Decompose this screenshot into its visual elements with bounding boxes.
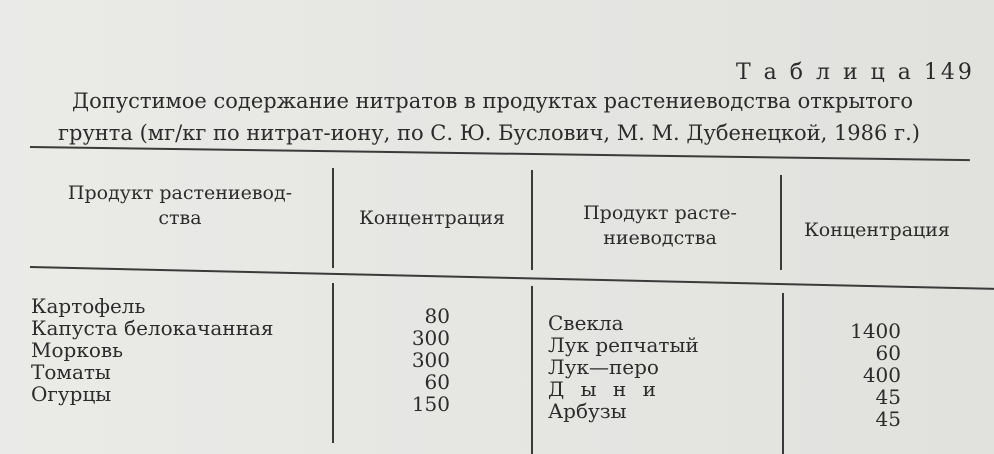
header-concentration-right: Концентрация [804,219,950,241]
table-column-divider [332,283,334,443]
right-product-list [548,312,699,422]
table-top-rule [30,146,970,161]
table-cell-product: Д ы н и [548,377,661,401]
header-concentration-left: Концентрация [359,207,505,229]
table-cell-value: 1400 [850,319,901,343]
table-cell-product: Лук—перо [548,355,659,379]
table-cell-value: 150 [411,392,450,416]
header-product-left: Продукт растениевод- ства [67,182,293,229]
table-column-divider [531,286,533,454]
left-product-list [31,295,273,405]
table-cell-product: Томаты [31,360,111,384]
table-header-rule [30,266,994,290]
table-cell-product: Огурцы [31,382,112,406]
table-cell-product: Картофель [31,294,146,318]
table-cell-product: Капуста белокачанная [31,316,274,340]
table-cell-value: 300 [411,348,450,372]
table-column-divider [780,175,782,270]
table-cell-product: Морковь [31,338,124,362]
table-cell-value: 400 [862,363,901,387]
table-caption-line-1: Допустимое содержание нитратов в продуктах растениеводства открытого [72,89,914,113]
table-column-divider [332,168,334,268]
table-cell-value: 60 [875,341,901,365]
right-concentration-list [835,320,901,430]
table-cell-product: Свекла [548,311,624,335]
table-cell-product: Лук репчатый [548,333,699,357]
table-label: Т а б л и ц а 149 [736,60,975,85]
table-cell-value: 300 [411,326,450,350]
header-product-right: Продукт расте- ниеводства [583,202,737,249]
table-column-divider [531,170,533,270]
table-cell-value: 45 [875,407,901,431]
table-cell-value: 80 [424,304,450,328]
table-cell-product: Арбузы [548,399,627,423]
table-cell-value: 45 [875,385,901,409]
left-concentration-list [390,305,450,415]
table-caption-line-2: грунта (мг/кг по нитрат-иону, по С. Ю. Буслович, М. М. Дубенецкой, 1986 г.) [58,121,920,145]
table-column-divider [782,293,784,454]
table-cell-value: 60 [424,370,450,394]
